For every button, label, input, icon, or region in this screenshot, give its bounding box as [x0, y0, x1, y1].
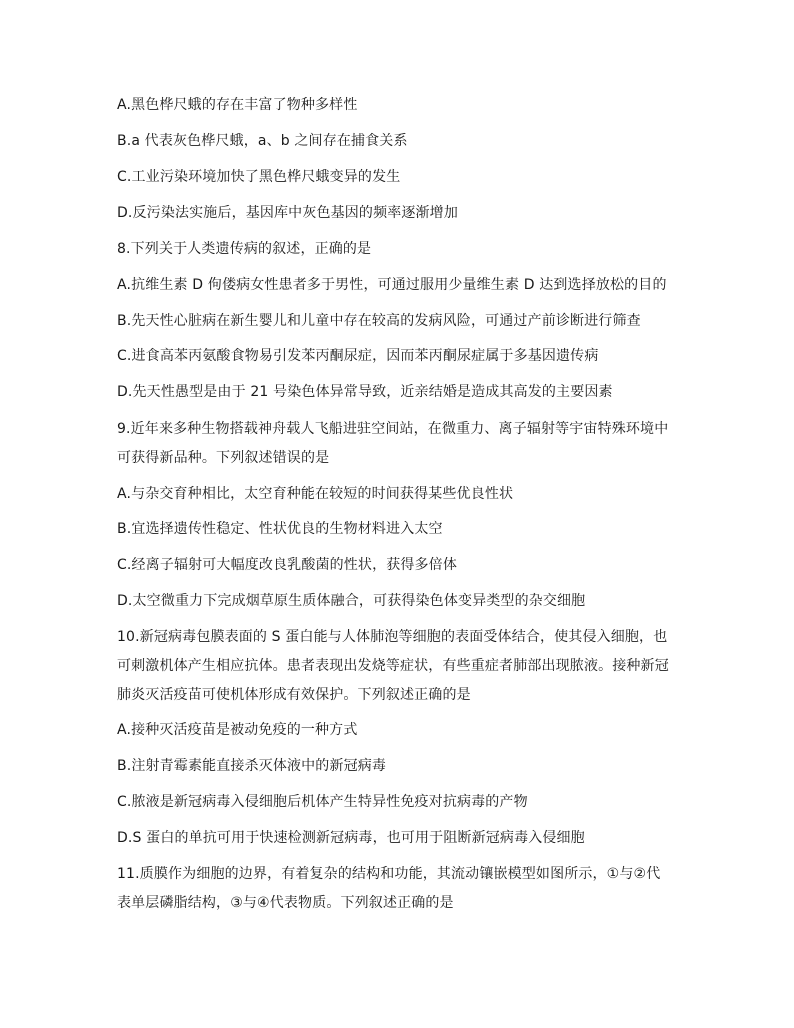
q8-option-a: A.抗维生素 D 佝偻病女性患者多于男性，可通过服用少量维生素 D 达到选择放松的目的 [117, 277, 667, 293]
q10-option-c: C.脓液是新冠病毒入侵细胞后机体产生特异性免疫对抗病毒的产物 [117, 794, 528, 810]
q9-option-a: A.与杂交育种相比，太空育种能在较短的时间获得某些优良性状 [117, 486, 514, 502]
q11-stem-line1: 11.质膜作为细胞的边界，有着复杂的结构和功能，其流动镶嵌模型如图所示，①与②代 [117, 866, 661, 882]
q7-option-b: B.a 代表灰色桦尺蛾，a、b 之间存在捕食关系 [117, 133, 408, 149]
q7-option-c: C.工业污染环境加快了黑色桦尺蛾变异的发生 [117, 169, 401, 185]
q10-option-a: A.接种灭活疫苗是被动免疫的一种方式 [117, 722, 358, 738]
q8-option-b: B.先天性心脏病在新生婴儿和儿童中存在较高的发病风险，可通过产前诊断进行筛查 [117, 313, 641, 329]
q10-stem-line3: 肺炎灭活疫苗可使机体形成有效保护。下列叙述正确的是 [117, 687, 471, 703]
q10-stem-line2: 可刺激机体产生相应抗体。患者表现出发烧等症状，有些重症者肺部出现脓液。接种新冠 [117, 658, 669, 674]
q11-stem-line2: 表单层磷脂结构，③与④代表物质。下列叙述正确的是 [117, 895, 454, 911]
q10-stem-line1: 10.新冠病毒包膜表面的 S 蛋白能与人体肺泡等细胞的表面受体结合，使其侵入细胞，也 [117, 629, 668, 645]
q8-option-d: D.先天性愚型是由于 21 号染色体异常导致，近亲结婚是造成其高发的主要因素 [117, 384, 613, 400]
q9-option-b: B.宜选择遗传性稳定、性状优良的生物材料进入太空 [117, 521, 443, 537]
q9-option-c: C.经离子辐射可大幅度改良乳酸菌的性状，获得多倍体 [117, 557, 457, 573]
q8-stem: 8.下列关于人类遗传病的叙述，正确的是 [117, 241, 372, 257]
q9-option-d: D.太空微重力下完成烟草原生质体融合，可获得染色体变异类型的杂交细胞 [117, 593, 586, 609]
q7-option-d: D.反污染法实施后，基因库中灰色基因的频率逐渐增加 [117, 205, 458, 221]
q9-stem-line1: 9.近年来多种生物搭载神舟载人飞船进驻空间站，在微重力、离子辐射等宇宙特殊环境中 [117, 421, 669, 437]
q9-stem-line2: 可获得新品种。下列叙述错误的是 [117, 450, 330, 466]
q7-option-a: A.黑色桦尺蛾的存在丰富了物种多样性 [117, 97, 358, 113]
q10-option-b: B.注射青霉素能直接杀灭体液中的新冠病毒 [117, 758, 387, 774]
q8-option-c: C.进食高苯丙氨酸食物易引发苯丙酮尿症，因而苯丙酮尿症属于多基因遗传病 [117, 348, 599, 364]
q10-option-d: D.S 蛋白的单抗可用于快速检测新冠病毒，也可用于阻断新冠病毒入侵细胞 [117, 830, 585, 846]
